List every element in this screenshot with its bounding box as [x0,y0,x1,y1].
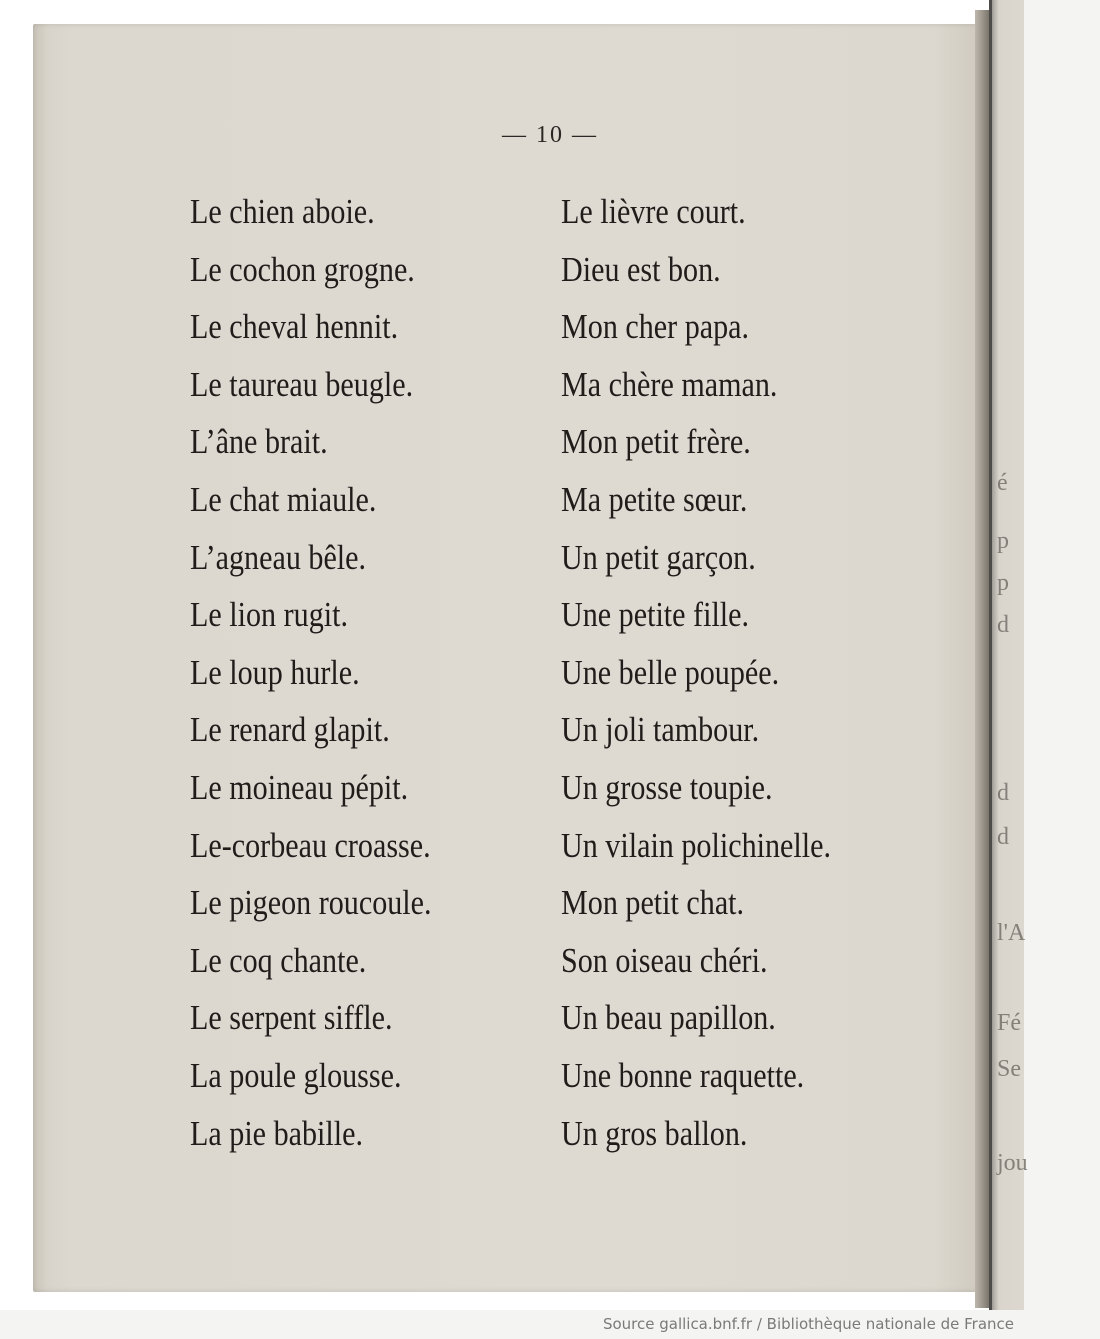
sentence-line: Mon cher papa. [561,307,750,347]
sentence-line: Un grosse toupie. [561,767,773,807]
sentence-line: Le taureau beugle. [190,364,414,404]
sentence-line: La poule glousse. [190,1055,402,1095]
sentence-line: Le serpent siffle. [190,998,393,1038]
next-page-fragment: d [997,612,1009,638]
next-page-fragment: jou [997,1150,1028,1176]
sentence-line: Une bonne raquette. [561,1055,805,1095]
sentence-line: L’âne brait. [190,422,328,462]
sentence-line: Le lion rugit. [190,595,348,635]
sentence-line: Mon petit chat. [561,883,745,923]
sentence-line: Le cheval hennit. [190,307,399,347]
sentence-line: Le coq chante. [190,940,367,980]
sentence-line: Un vilain polichinelle. [561,825,832,865]
page-edge [975,10,989,1308]
page-number: — 10 — [502,122,598,148]
sentence-line: Le loup hurle. [190,652,360,692]
sentence-line: Un beau papillon. [561,998,776,1038]
sentence-line: Son oiseau chéri. [561,940,768,980]
sentence-line: La pie babille. [190,1113,364,1153]
sentence-line: Mon petit frère. [561,422,751,462]
next-page-fragment: d [997,780,1009,806]
sentence-line: Dieu est bon. [561,249,721,289]
source-attribution: Source gallica.bnf.fr / Bibliothèque nationale de France [602,1315,1014,1333]
right-column [561,190,875,1169]
sentence-line: Un gros ballon. [561,1113,748,1153]
next-page-fragment: Se [997,1056,1021,1082]
next-page-fragment: l'A [997,920,1026,946]
sentence-line: Le renard glapit. [190,710,390,750]
sentence-line: Une petite fille. [561,595,750,635]
sentence-line: Le moineau pépit. [190,767,409,807]
sentence-line: L’agneau bêle. [190,537,367,577]
next-page-fragment: Fé [997,1010,1021,1036]
sentence-line: Une belle poupée. [561,652,780,692]
left-column [190,190,471,1169]
sentence-line: Le chat miaule. [190,479,377,519]
next-page-fragment: é [997,470,1008,496]
sentence-line: Le lièvre court. [561,192,746,231]
next-page-strip [989,0,1028,1310]
next-page-fragment: p [997,570,1009,596]
sentence-line: Un joli tambour. [561,710,760,750]
sentence-line: Un petit garçon. [561,537,756,577]
sentence-line: Le pigeon roucoule. [190,883,432,923]
next-page-fragment: p [997,528,1009,554]
next-page-fragment: d [997,824,1009,850]
sentence-line: Le cochon grogne. [190,249,415,289]
sentence-line: Ma petite sœur. [561,479,748,519]
sentence-line: Le-corbeau croasse. [190,825,431,865]
sentence-line: Le chien aboie. [190,192,375,231]
sentence-line: Ma chère maman. [561,364,778,404]
spine-shadow [989,0,992,1310]
